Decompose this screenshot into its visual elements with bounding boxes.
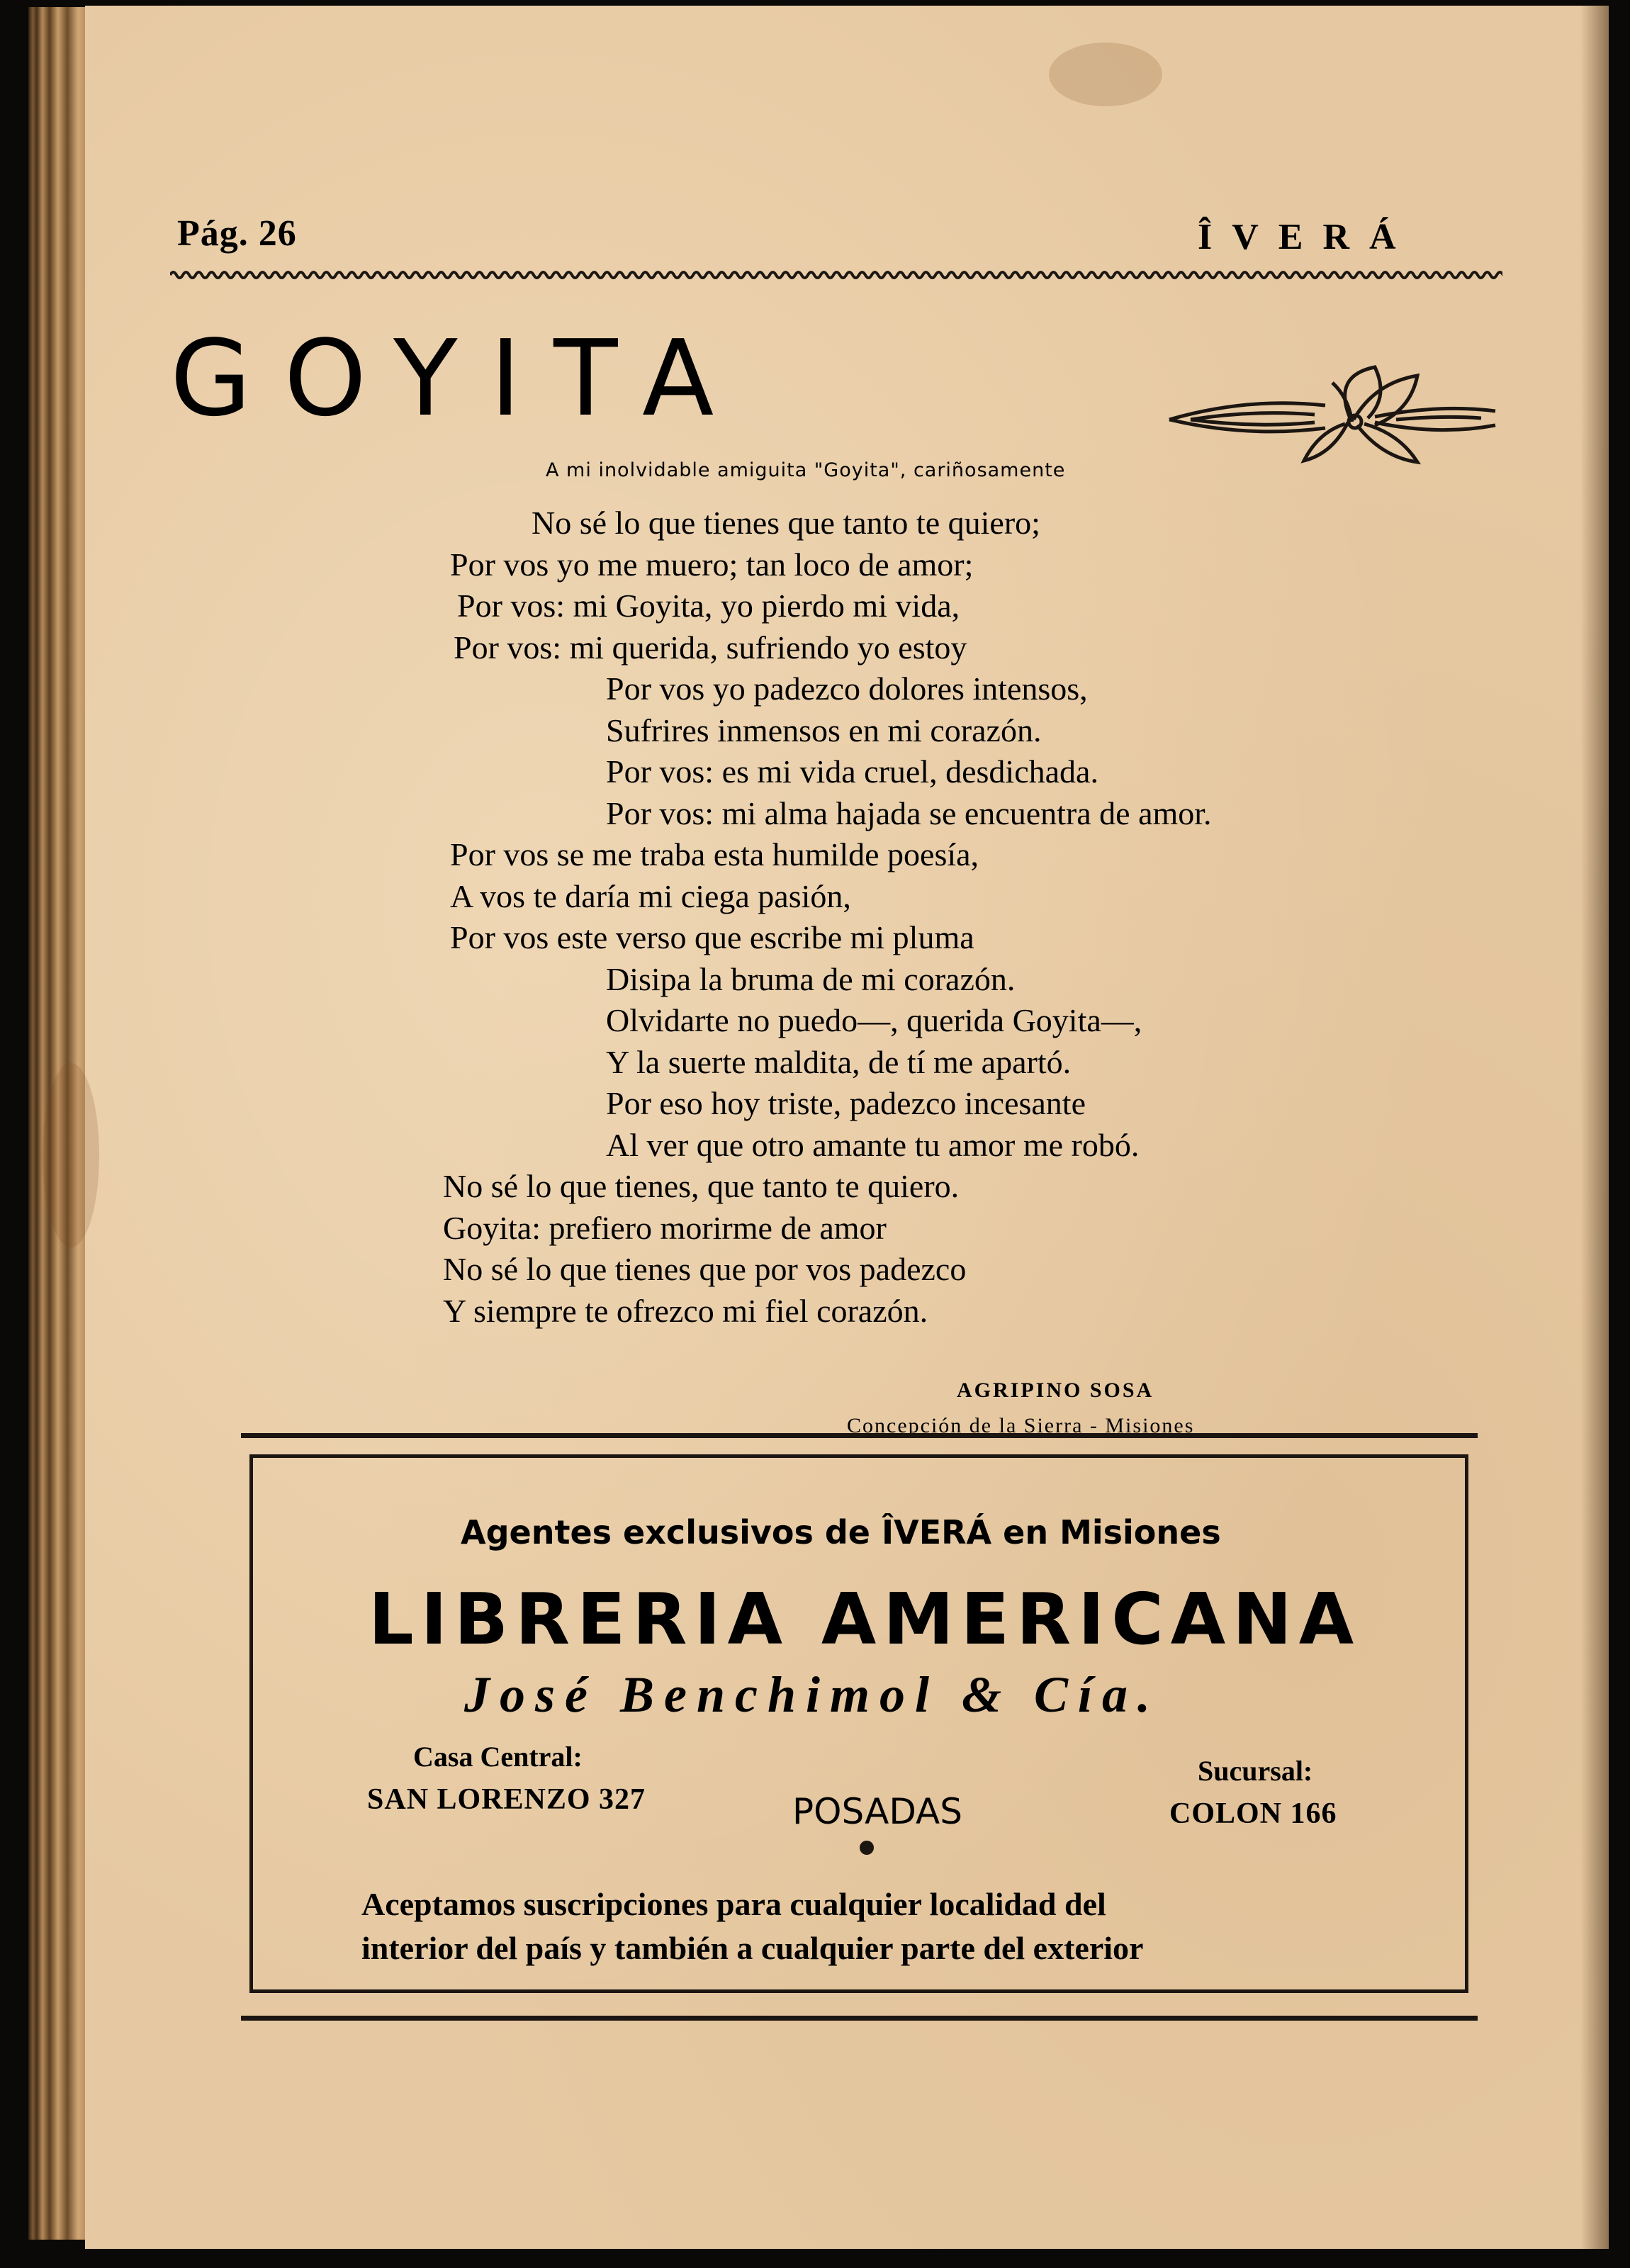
poem-title: GOYITA [170, 318, 747, 439]
author-location: Concepción de la Sierra - Misiones [847, 1414, 1195, 1437]
poem-line: Olvidarte no puedo—, querida Goyita—, [606, 1002, 1142, 1038]
poem-line: Por vos yo padezco dolores intensos, [606, 670, 1088, 707]
book-page-edges [28, 7, 92, 2240]
ad-subscription-line-1: Aceptamos suscripciones para cualquier localidad del [361, 1886, 1106, 1922]
bullet-dot-icon [860, 1841, 874, 1855]
author: AGRIPINO SOSA [957, 1379, 1154, 1402]
poem-line: Por vos yo me muero; tan loco de amor; [450, 546, 974, 583]
poem-line: A vos te daría mi ciega pasión, [450, 877, 851, 914]
ad-sucursal-label: Sucursal: [1198, 1755, 1313, 1787]
dedication: A mi inolvidable amiguita "Goyita", cariñosamente [546, 459, 1066, 481]
poem-line: Y la suerte maldita, de tí me apartó. [606, 1043, 1072, 1080]
ad-city: POSADAS [792, 1791, 962, 1832]
poem-line: Por vos este verso que escribe mi pluma [450, 919, 974, 955]
poem-line: Por vos se me traba esta humilde poesía, [450, 836, 979, 872]
magazine-name: ÎVERÁ [1198, 217, 1416, 257]
poem-line: Por vos: mi Goyita, yo pierdo mi vida, [457, 588, 960, 624]
poem-line: Por eso hoy triste, padezco incesante [606, 1085, 1086, 1121]
ad-sucursal-address: COLON 166 [1169, 1797, 1337, 1830]
poem-line: No sé lo que tienes que por vos padezco [443, 1251, 967, 1287]
poem-line: Por vos: mi querida, sufriendo yo estoy [454, 629, 967, 666]
wavy-rule-divider [170, 268, 1502, 289]
poem-line: Goyita: prefiero morirme de amor [443, 1209, 887, 1246]
poem-line: Y siempre te ofrezco mi fiel corazón. [443, 1292, 928, 1329]
poem-line: Sufrires inmensos en mi corazón. [606, 712, 1042, 748]
ad-subscription-line-2: interior del país y también a cualquier parte del exterior [361, 1930, 1144, 1966]
poem-line: Al ver que otro amante tu amor me robó. [606, 1126, 1140, 1163]
page-number: Pág. 26 [177, 213, 297, 254]
ad-casa-address: SAN LORENZO 327 [367, 1783, 646, 1816]
poem-line: Por vos: mi alma hajada se encuentra de amor. [606, 795, 1212, 831]
ad-agents-heading: Agentes exclusivos de ÎVERÁ en Misiones [461, 1513, 1221, 1551]
poem-line: Disipa la bruma de mi corazón. [606, 960, 1016, 997]
lily-ornament-icon [1162, 354, 1510, 468]
poem-line: Por vos: es mi vida cruel, desdichada. [606, 753, 1098, 790]
scan-border [1609, 0, 1630, 2268]
ad-store-name: LIBRERIA AMERICANA [369, 1578, 1361, 1661]
poem-line: No sé lo que tienes, que tanto te quiero. [443, 1168, 960, 1204]
poem-line: No sé lo que tienes que tanto te quiero; [532, 505, 1040, 541]
ad-owner: José Benchimol & Cía. [464, 1666, 1161, 1723]
ad-casa-label: Casa Central: [413, 1741, 583, 1773]
